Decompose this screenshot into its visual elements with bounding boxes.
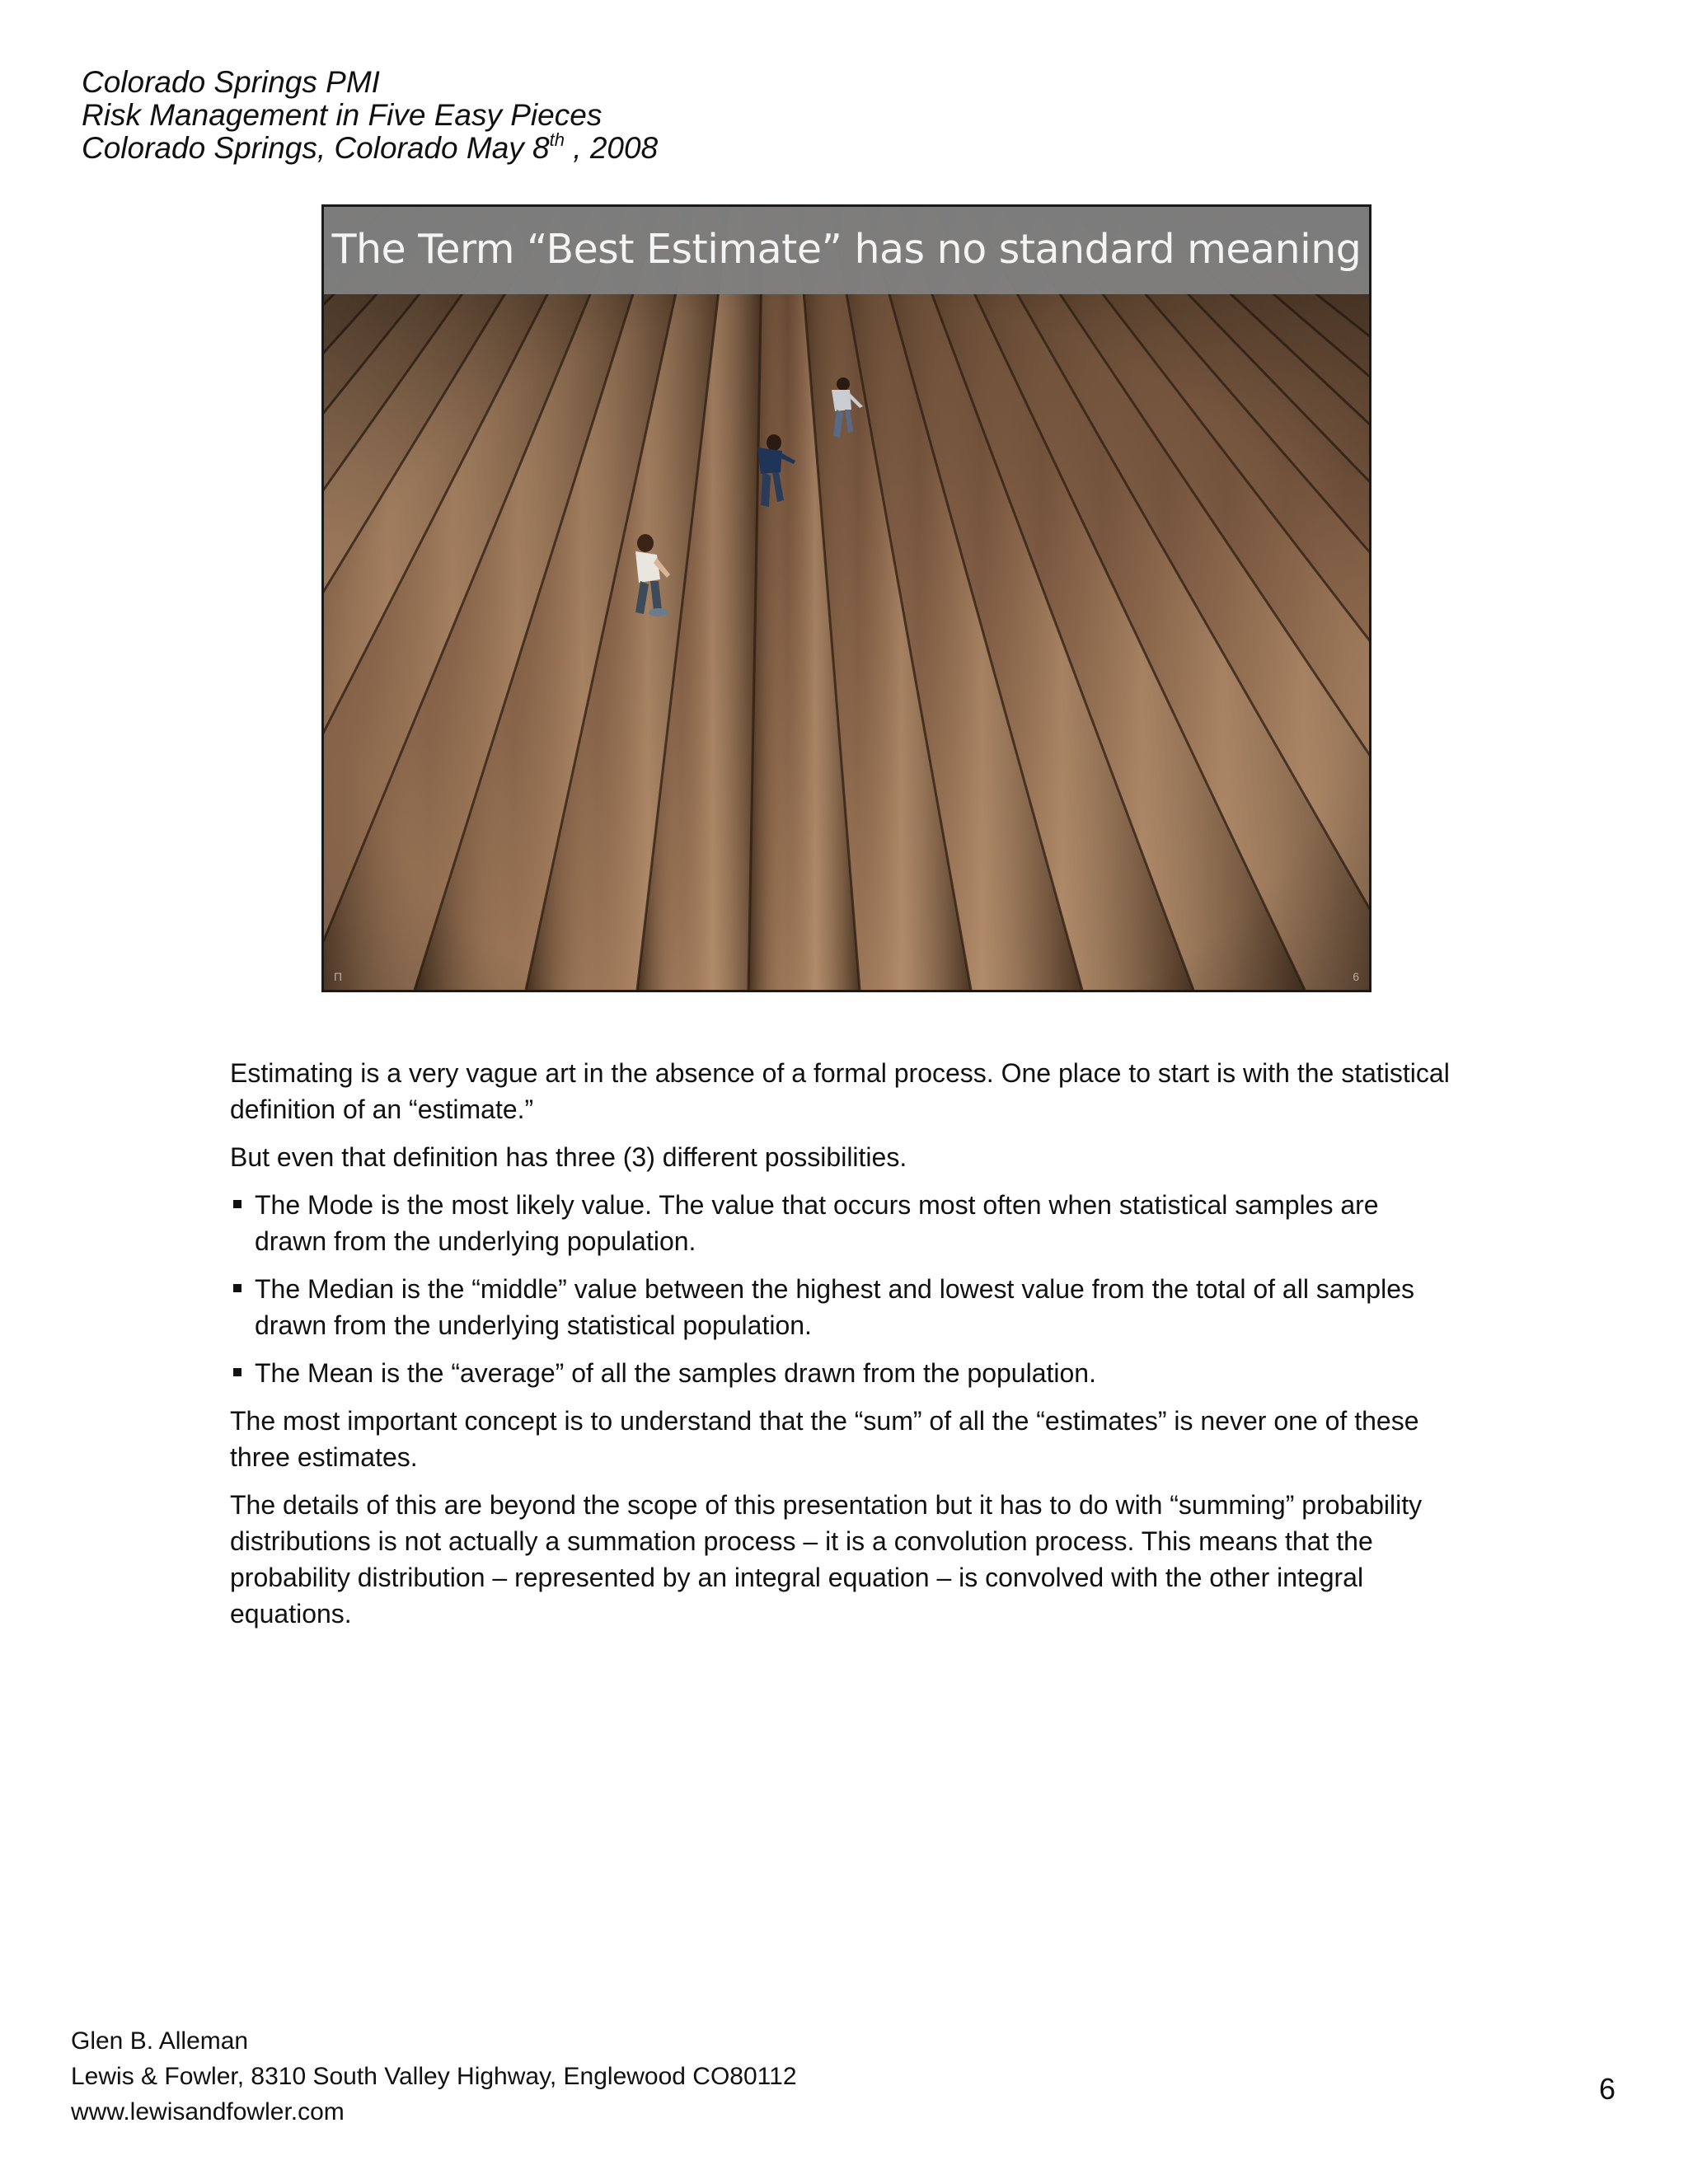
list-item-median [230,1271,1450,1343]
paragraph-intro: Estimating is a very vague art in the absence of a formal process. One place to start is with the statistical definition of an “estimate.” [230,1058,1450,1124]
notes-body [230,1055,1450,1643]
author-name: Glen B. Alleman [71,2027,249,2055]
page-number: 6 [1598,2072,1615,2106]
list-item-mode [230,1187,1450,1259]
author-website: www.lewisandfowler.com [71,2098,345,2125]
slide-number: 6 [1353,970,1359,983]
document-header [82,66,1153,165]
header-date-text: Colorado Springs, Colorado May 8 [82,131,550,165]
slide-footer-mark: Π [334,970,343,983]
header-date-year: , 2008 [565,131,659,165]
slide-image [321,204,1372,992]
list-item-text: The Median is the “middle” value between the highest and lowest value from the total of all samples drawn from the underlying statistical population. [255,1274,1414,1340]
square-bullet-icon [233,1200,241,1208]
document-footer [71,2023,797,2130]
paragraph-possibilities: But even that definition has three (3) different possibilities. [230,1142,907,1172]
estimate-definitions-list [230,1187,1450,1391]
list-item-text: The Mean is the “average” of all the samples drawn from the population. [255,1358,1096,1388]
field-furrows-photo [324,207,1369,990]
header-date-suffix: th [549,129,565,150]
square-bullet-icon [233,1368,241,1376]
list-item-mean [230,1355,1450,1391]
author-address: Lewis & Fowler, 8310 South Valley Highway, Englewood CO80112 [71,2063,797,2090]
list-item-text: The Mode is the most likely value. The value that occurs most often when statistical samples are drawn from the underlying population. [255,1190,1379,1256]
square-bullet-icon [233,1284,241,1292]
paragraph-sum-concept: The most important concept is to understand that the “sum” of all the “estimates” is never one of these three estimates. [230,1406,1419,1472]
paragraph-convolution: The details of this are beyond the scope of this presentation but it has to do with “summing” probability distributions is not actually a summation process – it is a convolution process. This means that the probability distribution – represented by an integral equation – is convolved with the other integral equations. [230,1490,1423,1629]
header-presentation-title: Risk Management in Five Easy Pieces [82,98,603,132]
header-location-date [82,129,1153,165]
header-organization: Colorado Springs PMI [82,65,380,99]
slide-title: The Term “Best Estimate” has no standard meaning [331,226,1362,273]
